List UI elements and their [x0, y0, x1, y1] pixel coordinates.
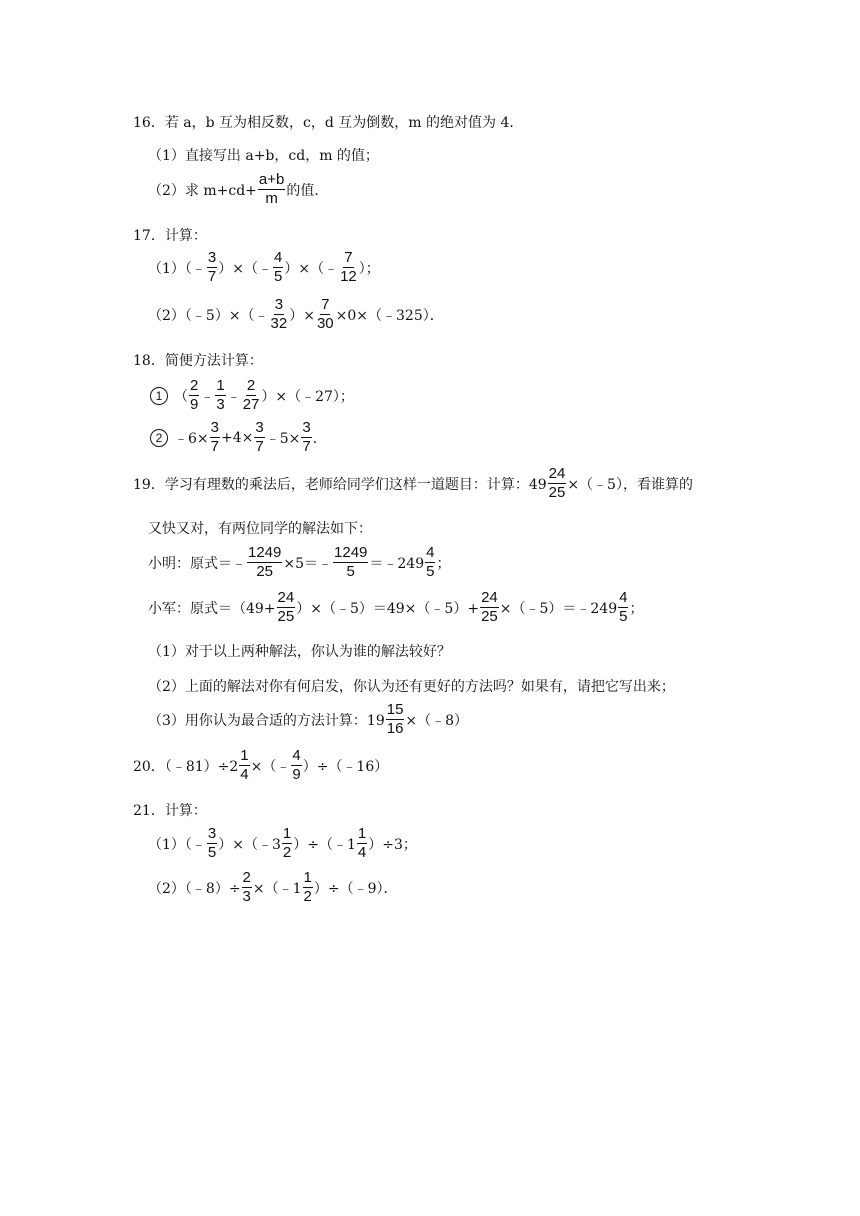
text-segment: ﹣: [226, 388, 241, 405]
fraction-den: 25: [481, 608, 498, 625]
fraction-den: 25: [256, 563, 274, 580]
q19-xiaoming: [148, 545, 450, 580]
fraction-num: 24: [548, 465, 566, 482]
fraction: [548, 466, 567, 501]
fraction-den: 9: [292, 766, 301, 783]
fraction-den: 5: [207, 844, 217, 861]
fraction: [215, 378, 225, 413]
fraction-den: 2: [303, 888, 312, 905]
fraction-num: 3: [210, 419, 219, 436]
q19-line2: [148, 518, 372, 538]
fraction-num: 1: [282, 825, 292, 842]
fraction-den: 5: [346, 563, 355, 580]
fraction-num: 24: [481, 589, 498, 606]
text-segment: ×（﹣5）＝﹣249: [499, 600, 618, 617]
text-segment: ）÷（﹣16）: [302, 758, 389, 775]
text-segment: ）×: [289, 307, 315, 324]
text-segment: ）÷3；: [368, 836, 417, 853]
text-segment: ﹣5×: [265, 430, 301, 447]
fraction-num: 7: [344, 249, 353, 266]
q19-xiaojun: [148, 590, 643, 625]
fraction-den: 27: [242, 396, 260, 413]
fraction: [239, 748, 249, 783]
q17-part2: [148, 297, 444, 332]
q21-title-text: 21．计算：: [133, 803, 207, 819]
fraction-den: 4: [357, 844, 367, 861]
fraction-den: 5: [274, 268, 283, 285]
fraction-num: 4: [426, 544, 435, 561]
q16-stem: [133, 112, 523, 132]
q16-stem-text: 16．若 a，b 互为相反数，c，d 互为倒数，m 的绝对值为 4．: [133, 115, 524, 131]
q16-part2-end: 的值．: [286, 182, 329, 199]
fraction: [291, 748, 301, 783]
fraction-den: 5: [426, 563, 435, 580]
text-segment: 小军：原式＝（49+: [148, 600, 276, 617]
q16-part2-text: （2）求 m+cd+: [148, 182, 257, 199]
text-segment: ）×（﹣: [284, 260, 339, 277]
fraction: [242, 378, 261, 413]
fraction-den: 25: [548, 484, 566, 501]
text-segment: （: [174, 388, 188, 405]
q16-part1: [148, 145, 379, 165]
fraction: [425, 545, 435, 580]
q17-part1: [148, 250, 380, 285]
fraction: [207, 826, 217, 861]
text-segment: ×（﹣8）: [405, 712, 469, 729]
fraction: [247, 545, 282, 580]
q17-title: [133, 225, 207, 245]
q19-part3: [148, 702, 468, 737]
fraction-num: 2: [190, 377, 199, 394]
text-segment: +4×: [220, 429, 254, 446]
fraction: [357, 826, 367, 861]
text-segment: ）÷（﹣9）．: [313, 880, 398, 897]
q20: [133, 748, 388, 783]
fraction-num: 4: [292, 747, 301, 764]
text-segment: ﹣6×: [174, 430, 209, 447]
q19-part1: [148, 641, 451, 661]
text-segment: 小明：原式＝﹣: [148, 555, 246, 572]
text-segment: 19．学习有理数的乘法后，老师给同学们这样一道题目：计算：49: [133, 476, 547, 493]
q18-title-text: 18．简便方法计算：: [133, 353, 263, 369]
text-segment: （2）（﹣8）÷: [148, 880, 241, 897]
fraction: [277, 590, 296, 625]
text-segment: 20．（﹣81）÷2: [133, 758, 239, 775]
fraction-num: 3: [274, 296, 284, 313]
fraction-den: 25: [277, 608, 295, 625]
fraction-num: 4: [274, 249, 283, 266]
fraction: [210, 420, 220, 455]
fraction: [282, 826, 292, 861]
text-segment: ）；: [358, 260, 380, 277]
fraction: [480, 590, 499, 625]
q16-fraction-den: m: [265, 190, 278, 207]
fraction-num: 4: [619, 589, 628, 606]
text-segment: ）×（﹣3: [218, 836, 281, 853]
fraction-num: 1: [303, 869, 312, 886]
q18-part2: [150, 420, 327, 455]
fraction-den: 4: [240, 766, 249, 783]
text-segment: （2）（﹣5）×（﹣: [148, 307, 269, 324]
q21-part1: [148, 826, 417, 861]
fraction-num: 2: [242, 869, 251, 886]
fraction-num: 2: [246, 377, 256, 394]
fraction-den: 7: [302, 438, 311, 455]
fraction-den: 7: [255, 438, 264, 455]
text-segment: ）×（﹣: [218, 260, 272, 277]
q21-title: [133, 800, 207, 820]
text-segment: ＝﹣249: [369, 555, 425, 572]
fraction-den: 5: [619, 608, 628, 625]
q16-fraction: [258, 172, 285, 207]
text-segment: ﹣: [200, 388, 215, 405]
fraction-den: 2: [282, 844, 292, 861]
q16-part1-text: （1）直接写出 a+b，cd，m 的值；: [148, 148, 379, 164]
text-segment: ；: [629, 600, 644, 617]
fraction-den: 3: [242, 888, 251, 905]
text-segment: （1）（﹣: [148, 836, 206, 853]
text-segment: ×0×（﹣325）．: [335, 307, 444, 324]
text-segment: （2）上面的解法对你有何启发，你认为还有更好的方法吗？如果有，请把它写出来；: [148, 679, 675, 695]
q18-part1: [150, 378, 354, 413]
q19-part2: [148, 676, 675, 696]
fraction: [254, 420, 264, 455]
fraction-num: 3: [207, 249, 217, 266]
circled-number: 1: [150, 387, 168, 405]
text-segment: ×（﹣1: [252, 880, 302, 897]
text-segment: ；: [436, 555, 451, 572]
fraction: [316, 297, 335, 332]
q19-line1: [133, 466, 693, 501]
fraction-num: 1249: [334, 544, 368, 561]
fraction-num: 7: [321, 296, 330, 313]
fraction-den: 12: [340, 268, 357, 285]
text-segment: ）×（﹣5）＝49×（﹣5）+: [296, 600, 480, 617]
fraction: [339, 250, 358, 285]
fraction-den: 7: [207, 268, 217, 285]
fraction-den: 9: [190, 396, 199, 413]
fraction: [303, 870, 313, 905]
fraction-den: 7: [210, 438, 219, 455]
text-segment: （1）（﹣: [148, 260, 206, 277]
text-segment: ）×（﹣27）；: [261, 388, 354, 405]
q21-part2: [148, 870, 398, 905]
fraction: [301, 420, 311, 455]
fraction-den: 3: [216, 396, 225, 413]
text-segment: ×5＝﹣: [283, 555, 333, 572]
fraction-num: 1: [357, 825, 367, 842]
text-segment: 又快又对，有两位同学的解法如下：: [148, 521, 372, 537]
q18-title: [133, 350, 263, 370]
fraction-num: 1: [240, 747, 249, 764]
text-segment: ）÷（﹣1: [293, 836, 356, 853]
text-segment: （1）对于以上两种解法，你认为谁的解法较好？: [148, 644, 451, 660]
circled-number: 2: [150, 429, 168, 447]
fraction: [207, 250, 217, 285]
q16-part2: [148, 172, 328, 207]
text-segment: （3）用你认为最合适的方法计算：19: [148, 712, 385, 729]
fraction-num: 1249: [248, 544, 282, 561]
fraction: [333, 545, 368, 580]
q16-fraction-num: a+b: [258, 171, 285, 188]
fraction-num: 3: [255, 419, 264, 436]
fraction: [189, 378, 199, 413]
fraction-num: 3: [302, 419, 311, 436]
text-segment: ．: [312, 430, 327, 447]
text-segment: ×（﹣5），看谁算的: [567, 476, 693, 493]
fraction-den: 16: [386, 720, 404, 737]
fraction: [242, 870, 252, 905]
q17-title-text: 17．计算：: [133, 228, 207, 244]
fraction: [618, 590, 628, 625]
text-segment: ×（﹣: [250, 758, 291, 775]
fraction: [270, 297, 289, 332]
fraction-num: 24: [277, 589, 295, 606]
fraction-num: 15: [386, 701, 404, 718]
fraction-den: 30: [316, 315, 334, 332]
fraction: [273, 250, 283, 285]
fraction-num: 3: [207, 825, 217, 842]
fraction-den: 32: [270, 315, 288, 332]
fraction: [386, 702, 405, 737]
fraction-num: 1: [216, 377, 225, 394]
